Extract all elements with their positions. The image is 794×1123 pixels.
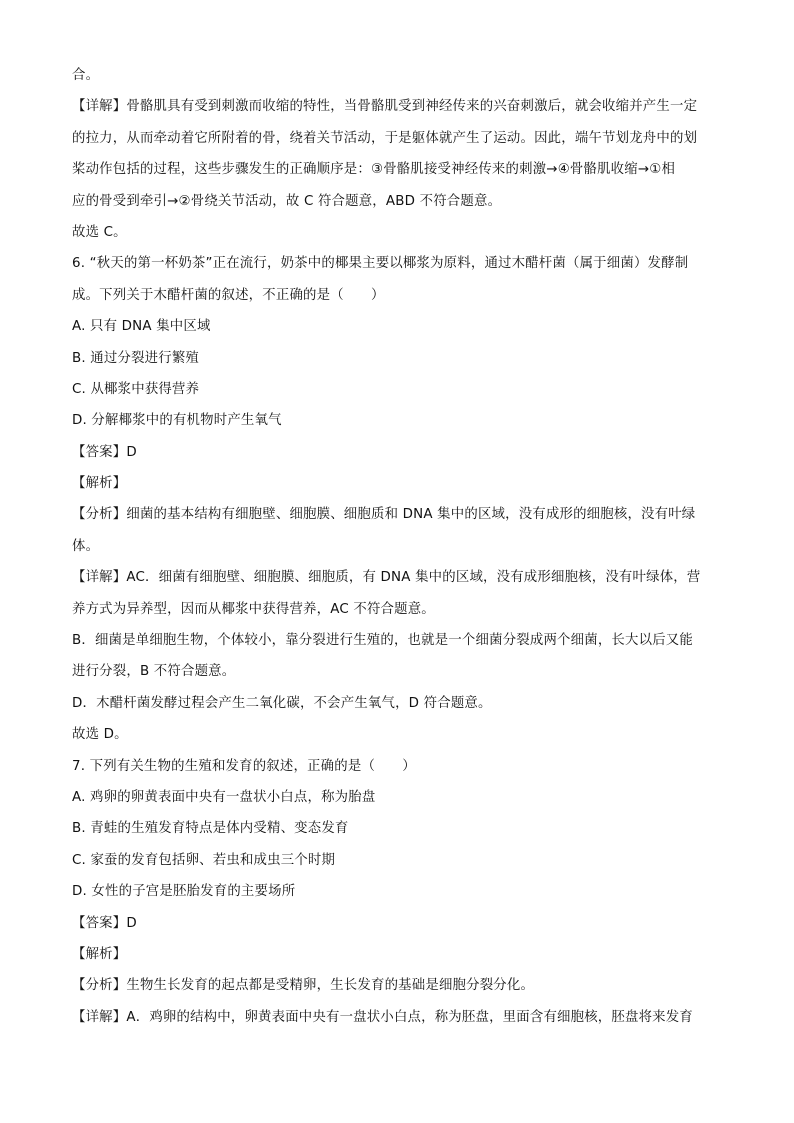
question-7-option-b: B. 青蛙的生殖发育特点是体内受精、变态发育 (72, 821, 349, 837)
answer-label: 【答案】D (72, 444, 137, 460)
text-line: 故选 C。 (72, 224, 127, 240)
question-7-stem: 7. 下列有关生物的生殖和发育的叙述，正确的是（ ） (72, 758, 416, 774)
text-line: 的拉力，从而牵动着它所附着的骨，绕着关节活动，于是躯体就产生了运动。因此，端午节划龙舟中的划 (72, 130, 698, 146)
text-line: 【分析】生物生长发育的起点都是受精卵，生长发育的基础是细胞分裂分化。 (72, 978, 535, 994)
text-line: 【详解】AC．细菌有细胞壁、细胞膜、细胞质，有 DNA 集中的区域，没有成形细胞核，没有叶绿体，营 (72, 570, 701, 586)
answer-label: 【答案】D (72, 915, 137, 931)
text-line: 【详解】骨骼肌具有受到刺激而收缩的特性，当骨骼肌受到神经传来的兴奋刺激后，就会收缩并产生一定 (72, 99, 698, 115)
document-page (72, 60, 722, 1033)
text-line: 【分析】细菌的基本结构有细胞壁、细胞膜、细胞质和 DNA 集中的区域，没有成形的细胞核，没有叶绿 (72, 507, 696, 523)
text-line: 故选 D。 (72, 727, 128, 743)
text-line: 合。 (72, 68, 100, 83)
analysis-label: 【解析】 (72, 476, 127, 492)
question-6-stem: 6. “秋天的第一杯奶茶”正在流行，奶茶中的椰果主要以椰浆为原料，通过木醋杆菌（属于细菌）发酵制 (72, 256, 689, 272)
question-6-stem: 成。下列关于木醋杆菌的叙述，不正确的是（ ） (72, 287, 385, 303)
text-line: 体。 (72, 538, 100, 554)
question-7-option-d: D. 女性的子宫是胚胎发育的主要场所 (72, 884, 296, 900)
text-line: D．木醋杆菌发酵过程会产生二氧化碳，不会产生氧气，D 符合题意。 (72, 695, 492, 711)
question-7-option-a: A. 鸡卵的卵黄表面中央有一盘状小白点，称为胎盘 (72, 789, 376, 805)
question-6-option-b: B. 通过分裂进行繁殖 (72, 350, 200, 366)
analysis-label: 【解析】 (72, 946, 127, 962)
question-6-option-d: D. 分解椰浆中的有机物时产生氧气 (72, 413, 282, 429)
text-line: 【详解】A．鸡卵的结构中，卵黄表面中央有一盘状小白点，称为胚盘，里面含有细胞核，胚盘将来发育 (72, 1009, 693, 1025)
text-line: 进行分裂，B 不符合题意。 (72, 664, 236, 680)
question-7-option-c: C. 家蚕的发育包括卵、若虫和成虫三个时期 (72, 852, 336, 868)
text-line: 应的骨受到牵引→②骨绕关节活动，故 C 符合题意，ABD 不符合题意。 (72, 193, 502, 209)
text-line: B．细菌是单细胞生物，个体较小，靠分裂进行生殖的，也就是一个细菌分裂成两个细菌，长大以后又能 (72, 633, 693, 649)
question-6-option-a: A. 只有 DNA 集中区域 (72, 319, 211, 335)
text-line: 养方式为异养型，因而从椰浆中获得营养，AC 不符合题意。 (72, 601, 435, 617)
question-6-option-c: C. 从椰浆中获得营养 (72, 381, 200, 397)
text-line: 桨动作包括的过程，这些步骤发生的正确顺序是：③骨骼肌接受神经传来的刺激→④骨骼肌收缩→①相 (72, 162, 676, 178)
